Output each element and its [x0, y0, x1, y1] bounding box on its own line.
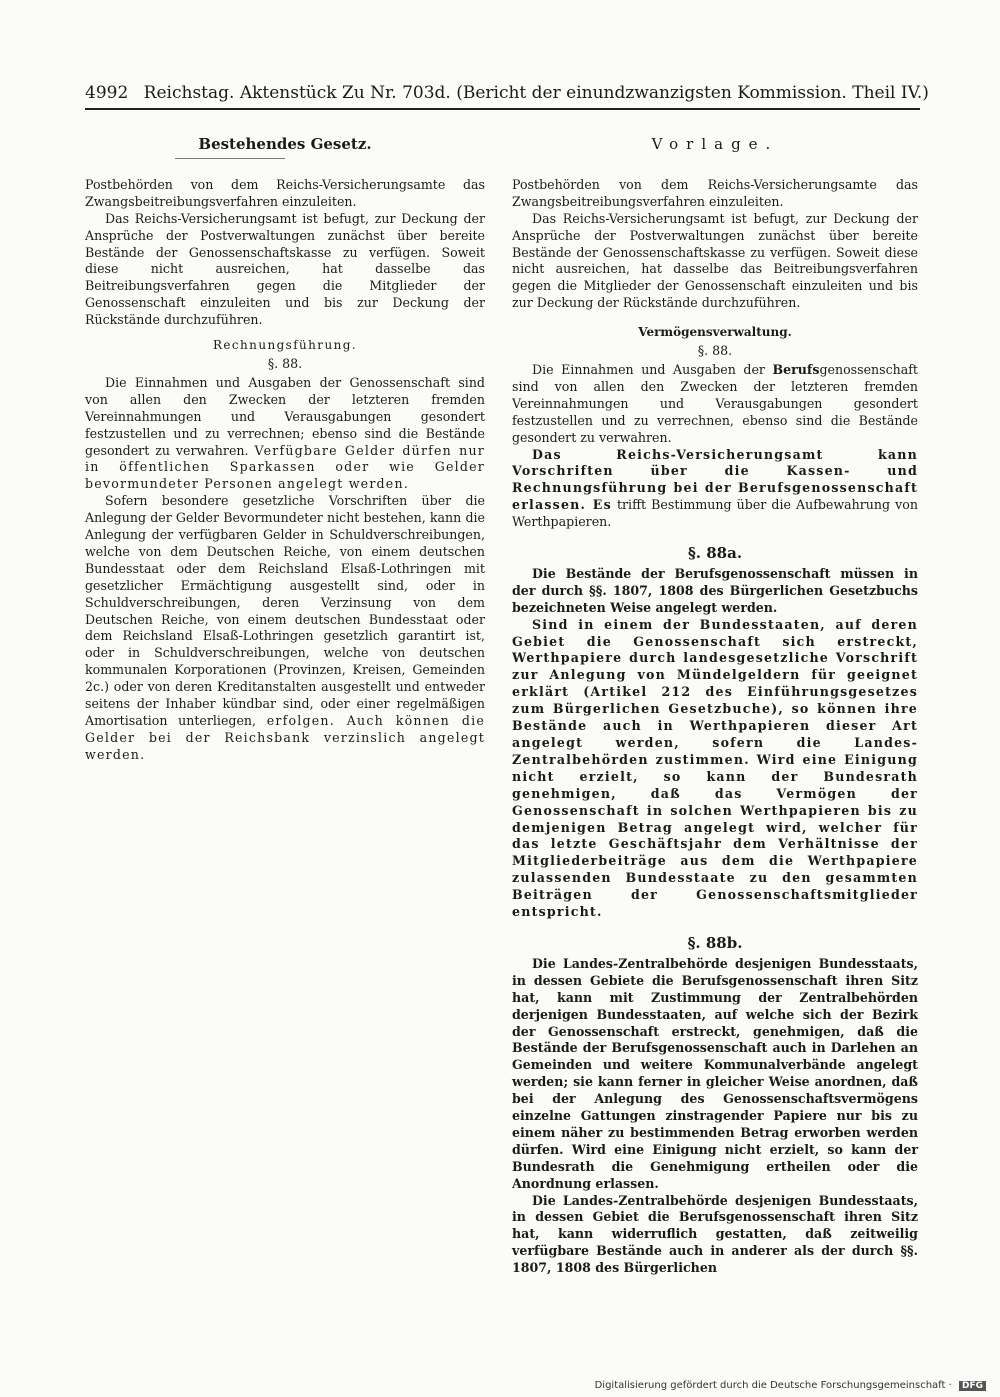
footer-text: Digitalisierung gefördert durch die Deutsche Forschungsgemeinschaft · [594, 1380, 952, 1391]
section-number-88b: §. 88b. [687, 933, 743, 952]
paragraph-text: Die Einnahmen und Ausgaben der [532, 361, 773, 377]
paragraph-text-bold: Das Reichs-Versicherungsamt kann Vorschriften über die Kassen- und Rechnungsführung bei der Berufsgenossenschaft erlassen. Es [512, 446, 918, 513]
section-number-88a: §. 88a. [687, 544, 743, 563]
paragraph [512, 447, 918, 532]
paragraph: Die Bestände der Berufsgenossenschaft müssen in der durch §§. 1807, 1808 des Bürgerlichen Gesetzbuchs bezeichneten Weise angelegt werden. [512, 565, 918, 615]
paragraph-text: Die Einnahmen und Ausgaben der Genossenschaft sind von allen den Zwecken der letzteren fremden Vereinnahmungen und Verausgabungen gesondert festzustellen und zu verrechnen; ebenso sind die Bestände gesondert zu verwahren. [85, 374, 485, 458]
header-rule [85, 108, 920, 110]
paragraph: Die Landes-Zentralbehörde desjenigen Bundesstaats, in dessen Gebiete die Berufsgenossenschaft ihren Sitz hat, kann mit Zustimmung der Zentralbehörden derjenigen Bundesstaaten, auf welche sich der Bezirk der Genossenschaft erstreckt, genehmigen, daß die Bestände der Berufsgenossenschaft auch in Darlehen an Gemeinden und weitere Kommunalverbände angelegt werden; sie kann ferner in gleicher Weise anordnen, daß bei der Anlegung des Genossenschaftsvermögens einzelne Gattungen zinstragender Papiere nur bis zu einem näher zu bestimmenden Betrag erworben werden dürfen. Wird eine Einigung nicht erzielt, so kann der Bundesrath die Genehmigung ertheilen oder die Anordnung erlassen. [512, 955, 918, 1191]
paragraph: Sind in einem der Bundesstaaten, auf deren Gebiet die Genossenschaft sich erstreckt, Werthpapiere durch landesgesetzliche Vorschrift zur Anlegung von Mündelgeldern für geeignet erklärt (Artikel 212 des Einführungsgesetzes zum Bürgerlichen Gesetzbuche), so können ihre Bestände auch in Werthpapieren dieser Art angelegt werden, sofern die Landes-Zentralbehörden zustimmen. Wird eine Einigung nicht erzielt, so kann der Bundesrath genehmigen, daß das Vermögen der Genossenschaft in solchen Werthpapieren bis zu demjenigen Betrag angelegt wird, welcher für das letzte Geschäftsjahr dem Verhältnisse der Mitgliederbeiträge aus dem die Werthpapiere zulassenden Bundesstaate zu den gesammten Beiträgen der Genossenschaftsmitglieder entspricht. [512, 616, 918, 920]
paragraph-text: trifft Bestimmung über die Aufbewahrung von Werthpapieren. [512, 497, 918, 530]
dfg-logo: DFG [959, 1381, 986, 1391]
digitization-footer [595, 1380, 986, 1391]
heading-rule [175, 158, 285, 159]
paragraph [512, 362, 918, 447]
column-proposal [512, 136, 918, 1277]
paragraph: Postbehörden von dem Reichs-Versicherungsamte das Zwangsbeitreibungsverfahren einzuleiten. [512, 176, 918, 209]
page-number: 4992 [85, 83, 129, 103]
section-number: §. 88. [267, 355, 303, 371]
paragraph-text-bold: Berufs [772, 361, 820, 377]
section-title: Rechnungsführung. [213, 338, 357, 353]
paragraph-text-spaced: Verfügbare Gelder dürfen nur in öffentlichen Sparkassen oder wie Gelder bevormundeter Personen angelegt werden. [85, 442, 485, 492]
paragraph [85, 493, 485, 764]
paragraph [85, 375, 485, 493]
section-title: Vermögensverwaltung. [638, 325, 792, 340]
running-header [85, 82, 929, 104]
header-title: Reichstag. Aktenstück Zu Nr. 703d. (Bericht der einundzwanzigsten Kommission. Theil IV.) [143, 83, 929, 103]
paragraph: Das Reichs-Versicherungsamt ist befugt, zur Deckung der Ansprüche der Postverwaltungen zunächst über bereite Bestände der Genossenschaftskasse zu verfügen. Soweit diese nicht ausreichen, hat dasselbe das Beitreibungsverfahren gegen die Mitglieder der Genossenschaft einzuleiten und bis zur Deckung der Rückstände durchzuführen. [85, 210, 485, 328]
paragraph: Die Landes-Zentralbehörde desjenigen Bundesstaats, in dessen Gebiet die Berufsgenossenschaft ihren Sitz hat, kann widerruflich gestatten, daß zeitweilig verfügbare Bestände auch in anderer als der durch §§. 1807, 1808 des Bürgerlichen [512, 1192, 918, 1276]
paragraph-text: Sofern besondere gesetzliche Vorschriften über die Anlegung der Gelder Bevormundeter nicht bestehen, kann die Anlegung der verfügbaren Gelder in Schuldverschreibungen, welche von dem Deutschen Reiche, von einem deutschen Bundesstaat oder dem Reichsland Elsaß-Lothringen mit gesetzlicher Ermächtigung ausgestellt sind, oder in Schuldverschreibungen, deren Verzinsung von dem Deutschen Reiche, von einem deutschen Bundesstaat oder dem Reichsland Elsaß-Lothringen gesetzlich garantirt ist, oder in Schuldverschreibungen, welche von deutschen kommunalen Korporationen (Provinzen, Kreisen, Gemeinden 2c.) oder von deren Kreditanstalten ausgestellt und entweder seitens der Inhaber kündbar sind, oder einer regelmäßigen Amortisation unterliegen, [85, 493, 485, 728]
paragraph: Postbehörden von dem Reichs-Versicherungsamte das Zwangsbeitreibungsverfahren einzuleiten. [85, 176, 485, 209]
column-heading-existing-law: Bestehendes Gesetz. [198, 135, 372, 153]
column-heading-proposal: Vorlage. [651, 135, 779, 153]
column-existing-law [85, 136, 485, 764]
paragraph-text-spaced: erfolgen. Auch können die Gelder bei der Reichsbank verzinslich angelegt werden. [85, 713, 485, 762]
paragraph: Das Reichs-Versicherungsamt ist befugt, zur Deckung der Ansprüche der Postverwaltungen zunächst über bereite Bestände der Genossenschaftskasse zu verfügen. Soweit diese nicht ausreichen, hat dasselbe das Beitreibungsverfahren gegen die Mitglieder der Genossenschaft einzuleiten und bis zur Deckung der Rückstände durchzuführen. [512, 210, 918, 311]
paragraph-text: genossenschaft sind von allen den Zwecken der letzteren fremden Vereinnahmungen und Verausgabungen gesondert festzustellen und zu verrechnen, ebenso sind die Bestände gesondert zu verwahren. [512, 361, 918, 445]
section-number: §. 88. [697, 343, 733, 359]
